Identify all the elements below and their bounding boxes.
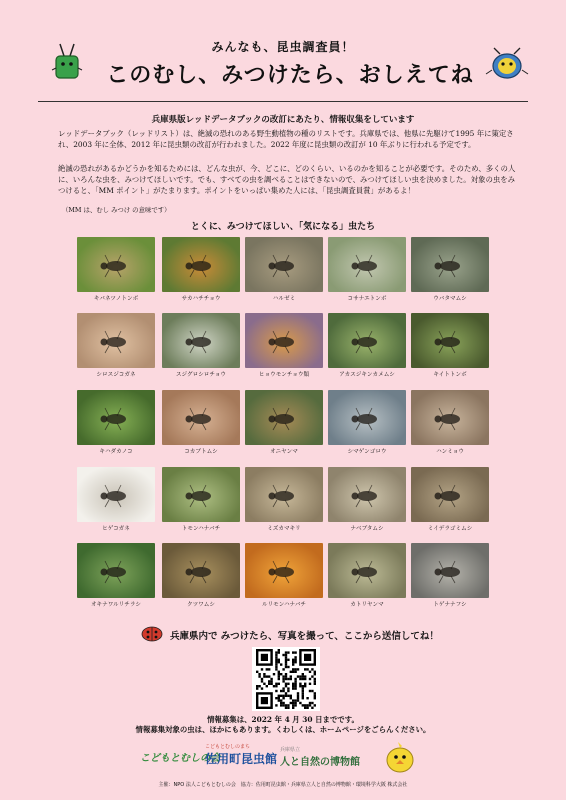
insect-name: スジグロシロチョウ [175, 372, 227, 378]
logo-sayo-insect-museum [205, 743, 277, 767]
insect-photo [162, 313, 240, 368]
insect-name: ウバタマムシ [433, 296, 467, 302]
insect-silhouette-icon [162, 390, 240, 445]
insect-card [328, 467, 406, 532]
insect-photo [411, 237, 489, 292]
insect-name: ミイデラゴミムシ [427, 526, 473, 532]
insect-silhouette-icon [77, 543, 155, 598]
logo-hyogo-subtitle: 兵庫県立 [280, 747, 301, 753]
insect-card [328, 313, 406, 378]
insect-name: オキナワルリチラシ [90, 602, 142, 608]
insect-silhouette-icon [328, 237, 406, 292]
insect-photo [245, 313, 323, 368]
insect-photo [77, 543, 155, 598]
intro-subhead: 兵庫県版レッドデータブックの改訂にあたり、情報収集をしています [151, 115, 415, 125]
insect-silhouette-icon [328, 390, 406, 445]
divider [38, 101, 528, 102]
insect-name: シマゲンゴロウ [347, 449, 387, 455]
insect-silhouette-icon [411, 543, 489, 598]
insect-silhouette-icon [162, 543, 240, 598]
insect-name: ヒゲコガネ [102, 526, 130, 532]
logo-hyogo-museum [280, 746, 360, 768]
insect-silhouette-icon [245, 390, 323, 445]
insect-name: サカハチチョウ [181, 296, 221, 302]
insect-photo [77, 467, 155, 522]
insect-card [411, 237, 489, 302]
intro-paragraph-1: レッドデータブック（レッドリスト）は、絶滅の恐れのある野生動植物の種のリストです。兵庫県では、他県に先駆けて1995 年に策定され、2003 年に全体、2012 年に昆虫類の改訂が行われました。2022 年度に昆虫類の改訂が 10 年ぶりに行われる予定です。 [58, 129, 514, 149]
insect-silhouette-icon [328, 543, 406, 598]
insect-card [245, 313, 323, 378]
insect-card [411, 467, 489, 532]
page-title: このむし、みつけたら、おしえてね [106, 62, 474, 88]
insect-photo [328, 543, 406, 598]
insect-photo [411, 313, 489, 368]
insect-card [77, 467, 155, 532]
insect-photo [162, 467, 240, 522]
insect-card [162, 390, 240, 455]
insect-card [77, 313, 155, 378]
insect-name: キハダカノコ [99, 449, 133, 455]
footer-credits: 主催：NPO 法人こどもとむしの会 協力：佐用町昆虫館・兵庫県立人と自然の博物館・環境科学大阪 株式会社 [158, 782, 408, 788]
insect-name: アカスジキンカメムシ [339, 372, 395, 378]
logo-kodomo-mushi: こどもとむしの会 [140, 753, 220, 764]
deadline-line-1: 情報募集は、2022 年 4 月 30 日までです。 [207, 715, 359, 724]
insect-name: ルリモンハナバチ [261, 602, 307, 608]
insect-photo [162, 237, 240, 292]
insect-card [411, 313, 489, 378]
insect-name: クツワムシ [187, 602, 215, 608]
insect-silhouette-icon [245, 467, 323, 522]
insect-card [411, 390, 489, 455]
green-bug-mascot-icon [48, 40, 84, 84]
qr-code-icon [254, 649, 318, 709]
insect-silhouette-icon [328, 313, 406, 368]
insect-name: キイトトンボ [433, 372, 467, 378]
insect-name: コサナエトンボ [347, 296, 387, 302]
insect-card [411, 543, 489, 608]
insect-photo [77, 390, 155, 445]
insect-photo [162, 543, 240, 598]
submit-callout: 兵庫県内で みつけたら、写真を撮って、ここから送信してね！ [170, 631, 439, 642]
insect-silhouette-icon [162, 467, 240, 522]
insect-silhouette-icon [245, 237, 323, 292]
insect-silhouette-icon [328, 467, 406, 522]
ladybug-icon [140, 624, 164, 642]
deadline-line-2: 情報募集対象の虫は、ほかにもあります。くわしくは、ホームページをごらんください。 [135, 725, 431, 734]
insect-card [162, 467, 240, 532]
insect-card [245, 237, 323, 302]
insect-photo [328, 467, 406, 522]
insect-name: ハルゼミ [272, 296, 296, 302]
insect-name: トゲナナフシ [433, 602, 467, 608]
logo-sayo-subtitle: こどもとむしのまち [205, 744, 251, 750]
insect-silhouette-icon [162, 237, 240, 292]
insect-photo [245, 390, 323, 445]
insect-card [77, 543, 155, 608]
insect-silhouette-icon [411, 467, 489, 522]
insect-silhouette-icon [245, 543, 323, 598]
insect-name: ミズカマキリ [267, 526, 301, 532]
bird-mascot-icon [380, 738, 420, 778]
insect-card [328, 390, 406, 455]
insect-name: ヒョウモンチョウ類 [258, 372, 310, 378]
insect-photo [162, 390, 240, 445]
insect-silhouette-icon [162, 313, 240, 368]
insect-silhouette-icon [77, 390, 155, 445]
insect-name: オニヤンマ [270, 449, 298, 455]
insect-photo [411, 390, 489, 445]
insect-card [245, 467, 323, 532]
insect-name: ハンミョウ [436, 449, 464, 455]
insect-card [77, 390, 155, 455]
insect-photo [328, 390, 406, 445]
insect-photo [77, 237, 155, 292]
insect-card [328, 237, 406, 302]
insect-name: コカブトムシ [184, 449, 218, 455]
insect-card [77, 237, 155, 302]
insect-name: キバネツノトンボ [93, 296, 139, 302]
insect-silhouette-icon [411, 313, 489, 368]
insect-silhouette-icon [245, 313, 323, 368]
insect-silhouette-icon [77, 467, 155, 522]
insect-photo [411, 467, 489, 522]
insect-card [328, 543, 406, 608]
insect-name: カトリヤンマ [350, 602, 384, 608]
insect-photo [245, 543, 323, 598]
insect-name: トモンハナバチ [181, 526, 221, 532]
logo-hyogo-name: 人と自然の博物館 [280, 757, 360, 768]
insect-name: シロスジコガネ [96, 372, 136, 378]
deadline-notice [0, 715, 566, 735]
insect-name: ナベブタムシ [350, 526, 384, 532]
kicker-text: みんなも、昆虫調査員！ [211, 40, 355, 54]
insect-silhouette-icon [411, 390, 489, 445]
insect-card [245, 390, 323, 455]
insect-photo [411, 543, 489, 598]
insect-card [245, 543, 323, 608]
insect-card [162, 543, 240, 608]
mm-note: （MM は、むし みつけ の意味です） [62, 206, 171, 214]
insect-card [162, 237, 240, 302]
insect-photo [328, 237, 406, 292]
insect-photo [328, 313, 406, 368]
insect-photo [77, 313, 155, 368]
insect-photo [245, 467, 323, 522]
insect-silhouette-icon [77, 237, 155, 292]
insect-silhouette-icon [411, 237, 489, 292]
qr-code-link[interactable] [252, 647, 320, 711]
insect-grid-title: とくに、みつけてほしい、「気になる」虫たち [190, 222, 376, 232]
insect-card [162, 313, 240, 378]
logo-sayo-name: 佐用町昆虫館 [205, 752, 278, 766]
intro-paragraph-2: 絶滅の恐れがあるかどうかを知るためには、どんな虫が、今、どこに、どのくらい、いるのかを知ることが必要です。そのため、多くの人に、いろんな虫を、みつけてほしいです。でも、すべての虫を調べることはできないので、みつけてほしい虫を決めました。対象の虫をみつけると、「MM ポイント」がたまります。ポイントをいっぱい集めた人には、「昆虫調査員賞」があるよ！ [58, 164, 516, 195]
insect-silhouette-icon [77, 313, 155, 368]
insect-photo [245, 237, 323, 292]
blue-beetle-mascot-icon [484, 46, 530, 82]
